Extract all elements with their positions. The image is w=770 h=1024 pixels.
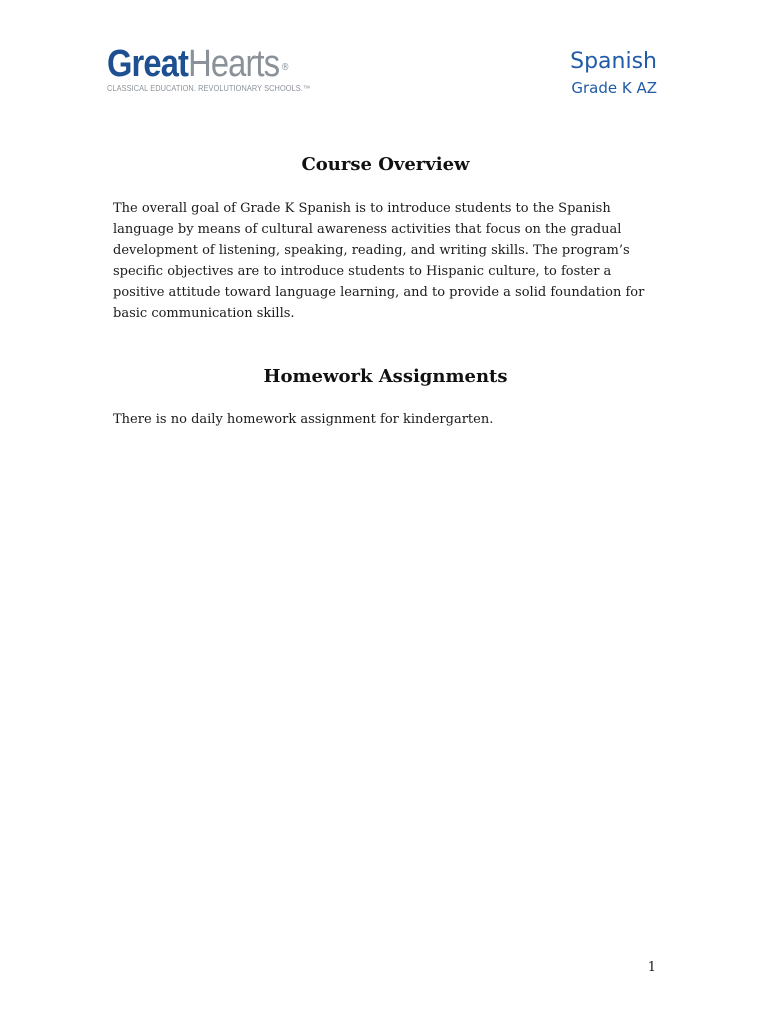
logo-registered-mark: ® — [280, 62, 289, 73]
page-number: 1 — [647, 960, 656, 975]
homework-assignments-paragraph: There is no daily homework assignment for kindergarten. — [113, 412, 494, 427]
logo-word-hearts: Hearts — [188, 43, 280, 85]
homework-assignments-heading: Homework Assignments — [263, 366, 508, 387]
course-overview-heading: Course Overview — [301, 154, 470, 175]
logo-tagline: CLASSICAL EDUCATION. REVOLUTIONARY SCHOOLS.™ — [107, 84, 311, 93]
course-overview-paragraph: The overall goal of Grade K Spanish is to introduce students to the Spanish language by means of cultural awareness activities that focus on the gradual development of listening, speaking, reading, and writing skills. The program’s specific objectives are to introduce students to Hispanic culture, to foster a positive attitude toward language learning, and to provide a solid foundation for basic communication skills. — [113, 201, 645, 321]
logo-wordmark — [107, 44, 296, 84]
logo-word-great: Great — [107, 43, 189, 85]
grade-label: Grade K AZ — [571, 79, 657, 97]
subject-title: Spanish — [570, 49, 657, 74]
document-body — [113, 150, 658, 430]
subject-block — [570, 48, 657, 99]
greathearts-logo — [107, 44, 327, 93]
